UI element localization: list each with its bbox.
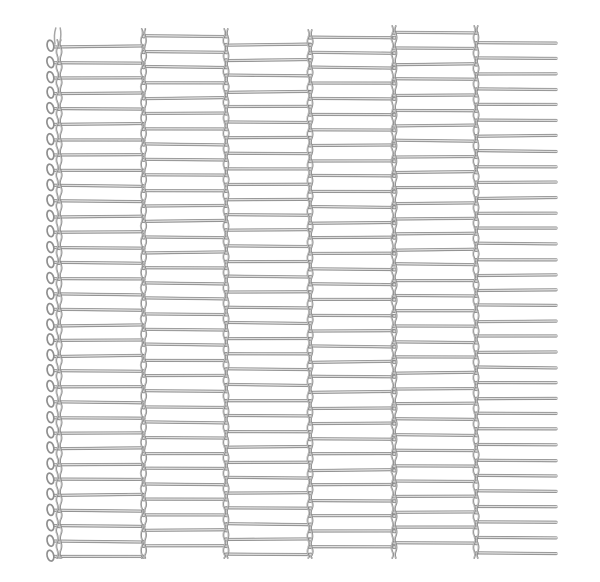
weft-rods: [53, 31, 557, 558]
selvage-loops: [46, 40, 55, 562]
